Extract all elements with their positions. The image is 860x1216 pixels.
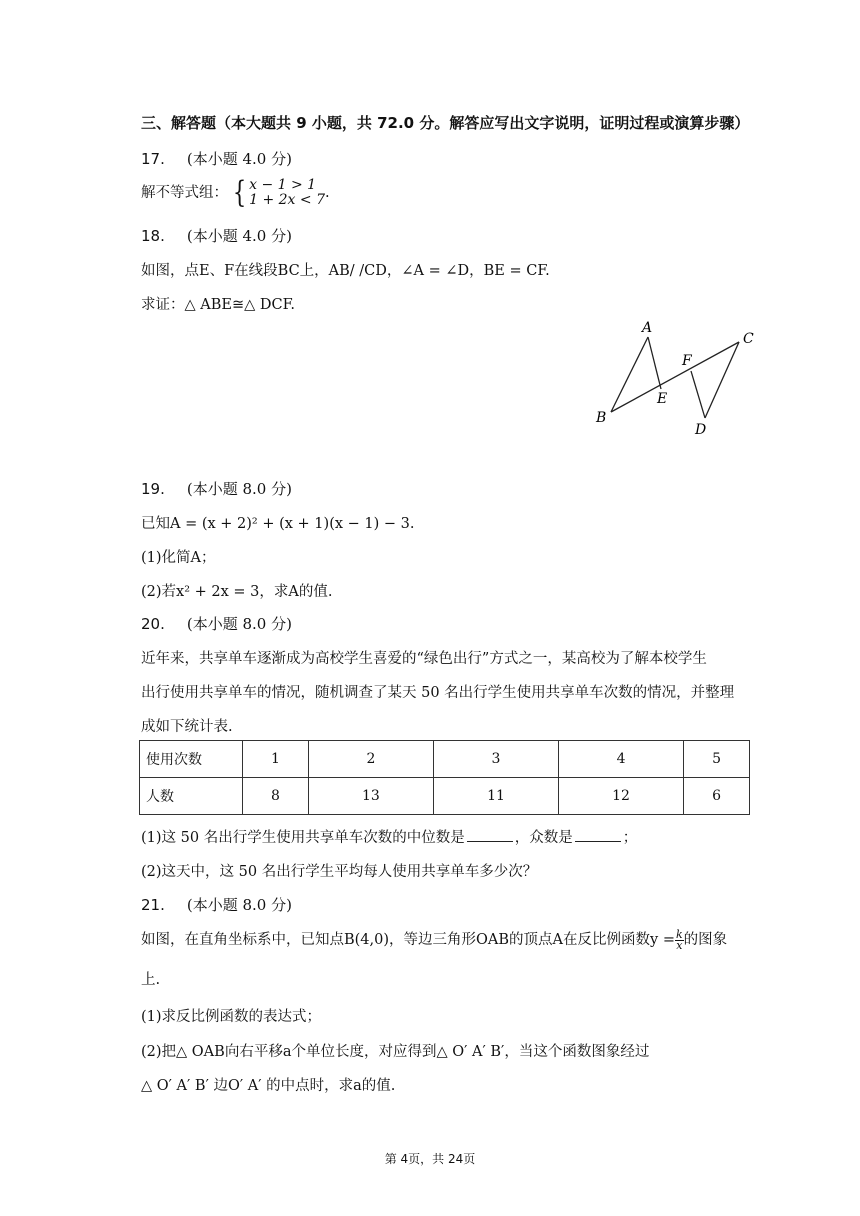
q21-sub2a: (2)把△ OAB向右平移a个单位长度，对应得到△ O′ A′ B′，当这个函数图象经过 (141, 1044, 650, 1060)
label-f: F (682, 353, 692, 369)
q21-score: (本小题 8.0 分) (186, 896, 292, 914)
table-cell: 1 (243, 741, 309, 778)
table-header-cell: 使用次数 (140, 741, 243, 778)
q17-prompt: 解不等式组： (141, 185, 228, 201)
q18-line1: 如图，点E、F在线段BC上，AB/ /CD，∠A = ∠D，BE = CF. (141, 263, 550, 279)
q20-sub1-text-c: ； (622, 830, 638, 846)
q18-number: 18. (141, 227, 165, 245)
q19-line1: 已知A = (x + 2)² + (x + 1)(x − 1) − 3. (141, 516, 415, 532)
q18-score: (本小题 4.0 分) (186, 227, 292, 245)
segment-df (691, 371, 705, 418)
q17-body (141, 175, 330, 210)
q20-para1: 近年来，共享单车逐渐成为高校学生喜爱的“绿色出行”方式之一，某高校为了解本校学生 (141, 651, 707, 667)
section-heading: 三、解答题（本大题共 9 小题，共 72.0 分。解答应写出文字说明，证明过程或演算步骤） (141, 114, 750, 132)
q21-line1 (141, 928, 727, 951)
segment-ae (648, 337, 661, 389)
q19-line3: (2)若x² + 2x = 3，求A的值. (141, 584, 333, 600)
q17-end: . (324, 185, 330, 201)
q21-line1-text-b: 的图象 (683, 932, 728, 948)
label-e: E (657, 391, 668, 407)
table-cell: 4 (559, 741, 684, 778)
table-header-cell: 人数 (140, 778, 243, 815)
q17-inequality-system: { x − 1 > 1 1 + 2x < 7 (232, 175, 325, 210)
table-row (140, 741, 750, 778)
q18-figure (585, 315, 765, 440)
q19-line2: (1)化简A； (141, 550, 216, 566)
fraction-numerator: k (675, 927, 683, 941)
q20-stat-table (139, 740, 750, 815)
q18-line2: 求证：△ ABE≅△ DCF. (141, 297, 296, 313)
segment-ba (611, 337, 648, 412)
table-cell: 13 (308, 778, 433, 815)
label-a: A (642, 320, 653, 336)
q17-title (141, 148, 292, 169)
label-b: B (596, 410, 607, 426)
q21-line2: 上. (141, 972, 161, 988)
q17-number: 17. (141, 150, 165, 168)
q20-sub1 (141, 826, 637, 847)
q21-line1-text: 如图，在直角坐标系中，已知点B(4,0)，等边三角形OAB的顶点A在反比例函数y = (141, 932, 675, 948)
q17-eq1: x − 1 > 1 (249, 177, 317, 193)
segment-bc (611, 342, 739, 412)
q21-sub2b: △ O′ A′ B′ 边O′ A′ 的中点时，求a的值. (141, 1078, 396, 1094)
q20-sub1-text-b: ，众数是 (514, 830, 573, 846)
q17-eq2: 1 + 2x < 7 (249, 192, 325, 208)
page-footer: 第 4页，共 24页 (384, 1152, 476, 1166)
q20-number: 20. (141, 615, 165, 633)
table-cell: 5 (684, 741, 750, 778)
table-cell: 6 (684, 778, 750, 815)
q21-number: 21. (141, 896, 165, 914)
q20-score: (本小题 8.0 分) (186, 615, 292, 633)
q20-sub2: (2)这天中，这 50 名出行学生平均每人使用共享单车多少次？ (141, 864, 538, 880)
answer-blank[interactable] (467, 827, 513, 842)
q20-sub1-text: (1)这 50 名出行学生使用共享单车次数的中位数是 (141, 830, 465, 846)
label-c: C (743, 331, 754, 347)
q17-score: (本小题 4.0 分) (186, 150, 292, 168)
table-row (140, 778, 750, 815)
q20-para3: 成如下统计表. (141, 719, 233, 735)
fraction-k-over-x (675, 927, 684, 952)
table-cell: 11 (433, 778, 558, 815)
q20-para2: 出行使用共享单车的情况，随机调查了某天 50 名出行学生使用共享单车次数的情况，并整理 (141, 685, 735, 701)
table-cell: 3 (433, 741, 558, 778)
q19-score: (本小题 8.0 分) (186, 480, 292, 498)
q18-title (141, 225, 292, 246)
q19-number: 19. (141, 480, 165, 498)
q20-title (141, 613, 292, 634)
table-cell: 2 (308, 741, 433, 778)
segment-cd (705, 342, 739, 418)
q19-title (141, 478, 292, 499)
fraction-denominator: x (676, 938, 683, 952)
label-d: D (695, 422, 707, 438)
q21-title (141, 894, 292, 915)
q21-sub1: (1)求反比例函数的表达式； (141, 1009, 322, 1025)
answer-blank[interactable] (575, 827, 621, 842)
table-cell: 8 (243, 778, 309, 815)
table-cell: 12 (559, 778, 684, 815)
